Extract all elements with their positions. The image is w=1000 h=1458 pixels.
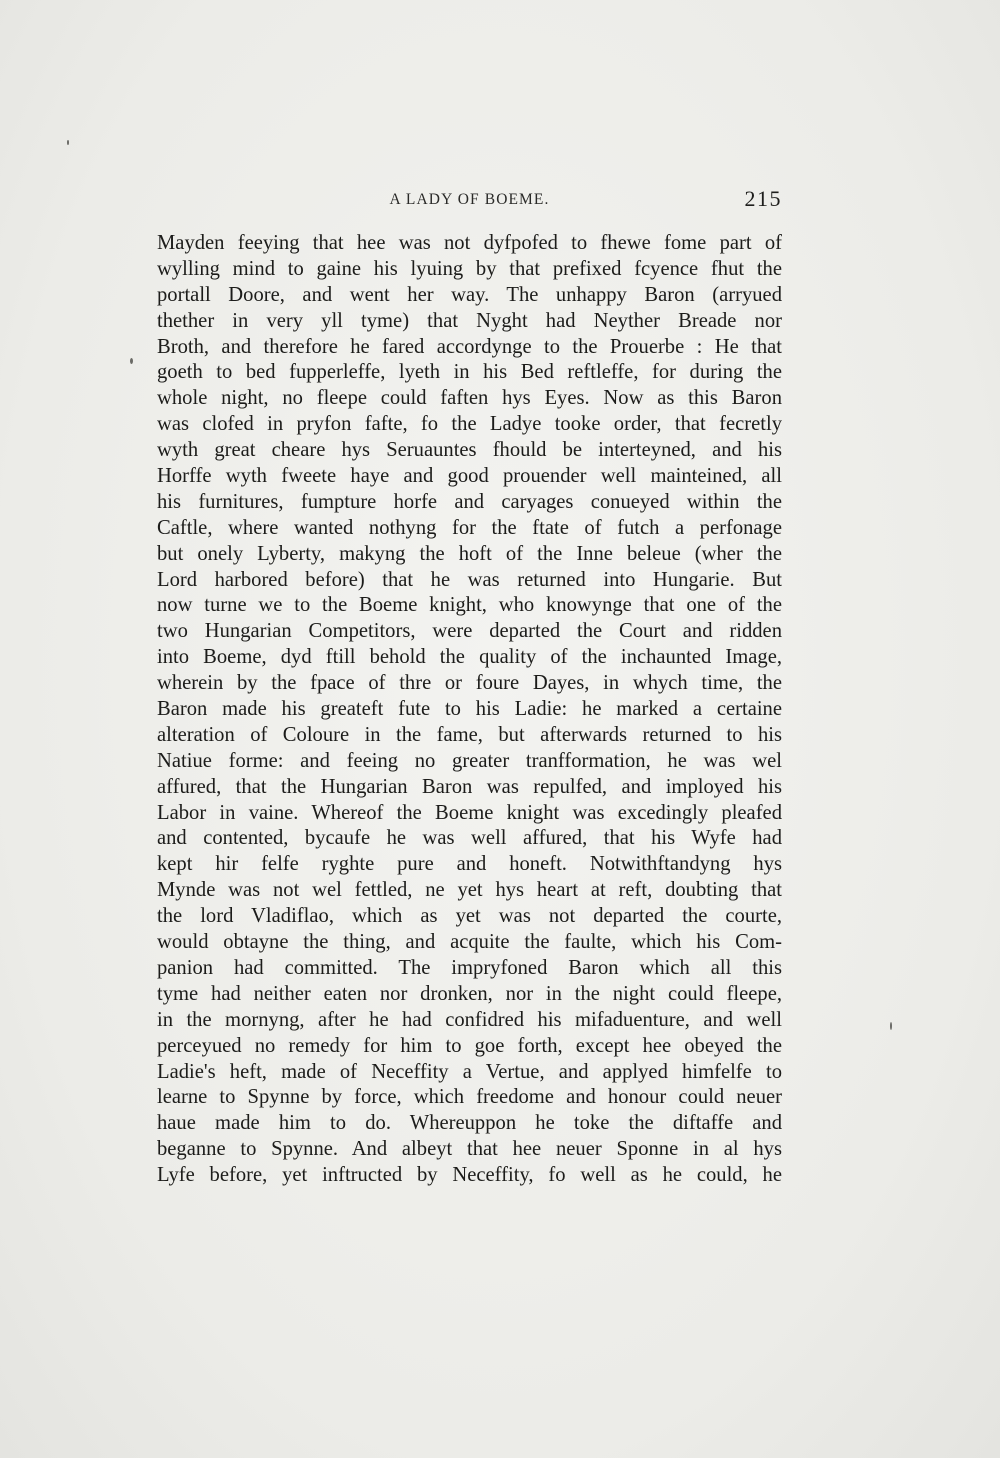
text-line: tyme had neither eaten nor dronken, nor in the night could fleepe,: [157, 982, 782, 1005]
text-line: wylling mind to gaine his lyuing by that prefixed fcyence fhut the: [157, 257, 782, 280]
text-line: wherein by the fpace of thre or foure Dayes, in whych time, the: [157, 672, 782, 695]
text-line: panion had committed. The impryfoned Baron which all this: [157, 956, 782, 979]
text-line: Ladie's heft, made of Neceffity a Vertue, and applyed himfelfe to: [157, 1060, 782, 1083]
text-line: into Boeme, dyd ftill behold the quality of the inchaunted Image,: [157, 646, 782, 669]
margin-speck: [130, 358, 133, 364]
text-line: learne to Spynne by force, which freedome and honour could neuer: [157, 1086, 782, 1109]
text-line: Lyfe before, yet inftructed by Neceffity, fo well as he could, he: [157, 1164, 782, 1187]
text-line: haue made him to do. Whereuppon he toke the diftaffe and: [157, 1112, 782, 1135]
text-line: alteration of Coloure in the fame, but afterwards returned to his: [157, 723, 782, 746]
text-line: now turne we to the Boeme knight, who knowynge that one of the: [157, 594, 782, 617]
text-line: and contented, bycaufe he was well affured, that his Wyfe had: [157, 827, 782, 850]
text-line: the lord Vladiflao, which as yet was not departed the courte,: [157, 905, 782, 928]
text-line: portall Doore, and went her way. The unhappy Baron (arryued: [157, 283, 782, 306]
text-line: Mynde was not wel fettled, ne yet hys heart at reft, doubting that: [157, 879, 782, 902]
text-line: Caftle, where wanted nothyng for the ftate of futch a perfonage: [157, 516, 782, 539]
running-title: A LADY OF BOEME.: [389, 191, 550, 208]
text-line: Natiue forme: and feeing no greater tranfformation, he was wel: [157, 749, 782, 772]
text-line: Broth, and therefore he fared accordynge to the Prouerbe : He that: [157, 335, 782, 358]
text-line: Horffe wyth fweete haye and good prouender well mainteined, all: [157, 465, 782, 488]
text-line: in the mornyng, after he had confidred his mifaduenture, and well: [157, 1008, 782, 1031]
text-line: affured, that the Hungarian Baron was repulfed, and imployed his: [157, 775, 782, 798]
text-line: goeth to bed fupperleffe, lyeth in his Bed reftleffe, for during the: [157, 361, 782, 384]
running-head: [157, 188, 782, 214]
text-line: was clofed in pryfon fafte, fo the Ladye tooke order, that fecretly: [157, 413, 782, 436]
text-line: Baron made his greateft fute to his Ladie: he marked a certaine: [157, 698, 782, 721]
text-line: his furnitures, fumpture horfe and caryages conueyed within the: [157, 490, 782, 513]
text-line: two Hungarian Competitors, were departed the Court and ridden: [157, 620, 782, 643]
text-line: whole night, no fleepe could faften hys Eyes. Now as this Baron: [157, 387, 782, 410]
body-text: [157, 231, 782, 1189]
text-line: beganne to Spynne. And albeyt that hee neuer Sponne in al hys: [157, 1138, 782, 1161]
text-line: Lord harbored before) that he was returned into Hungarie. But: [157, 568, 782, 591]
text-line: kept hir felfe ryghte pure and honeft. Notwithftandyng hys: [157, 853, 782, 876]
text-line: Mayden feeying that hee was not dyfpofed to fhewe fome part of: [157, 232, 782, 254]
text-line: would obtayne the thing, and acquite the faulte, which his Com-: [157, 931, 782, 954]
text-line: but onely Lyberty, makyng the hoft of the Inne beleue (wher the: [157, 542, 782, 565]
margin-speck: [67, 140, 69, 145]
text-line: wyth great cheare hys Seruauntes fhould be interteyned, and his: [157, 439, 782, 462]
text-line: thether in very yll tyme) that Nyght had Neyther Breade nor: [157, 309, 782, 332]
text-line: perceyued no remedy for him to goe forth, except hee obeyed the: [157, 1034, 782, 1057]
text-line: Labor in vaine. Whereof the Boeme knight was excedingly pleafed: [157, 801, 782, 824]
margin-speck: [890, 1022, 892, 1030]
page-number: 215: [744, 186, 782, 211]
